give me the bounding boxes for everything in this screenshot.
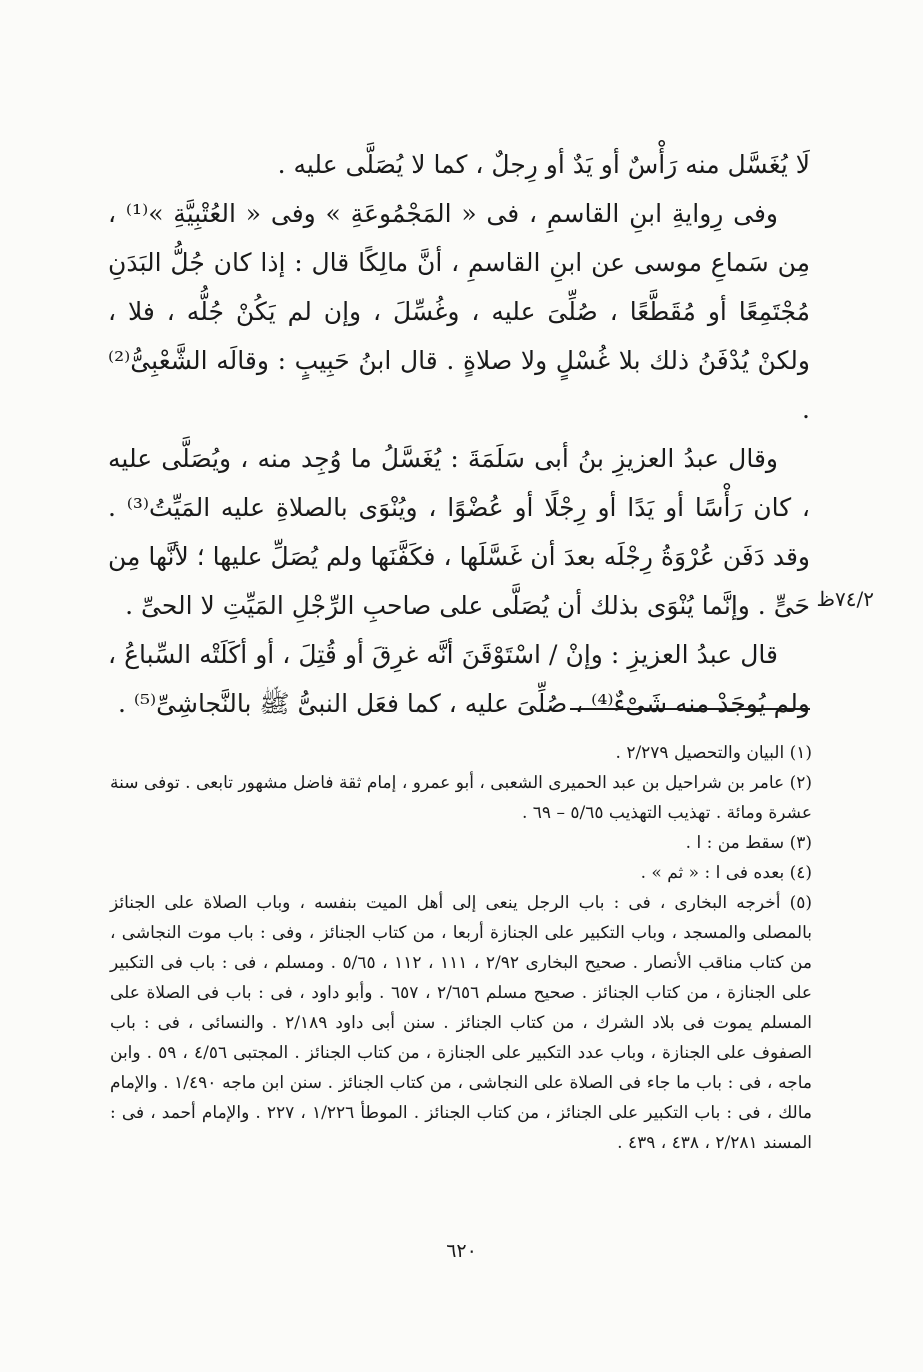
footnote-separator <box>570 708 810 710</box>
paragraph-1: لَا يُغَسَّل منه رَأْسٌ أو يَدٌ أو رِجلٌ ، كما لا يُصَلَّى عليه . <box>277 150 810 179</box>
footnote-1: (١) البيان والتحصيل ٢/٢٧٩ . <box>615 743 812 763</box>
paragraph-2: وفى رِوايةِ ابنِ القاسمِ ، فى « المَجْمُوعَةِ » وفى « العُتْبِيَّةِ »⁽¹⁾ ، مِن سَماعِ موسى عن ابنِ القاسمِ ، أنَّ مالِكًا قال : إذا كان جُلُّ البَدَنِ مُجْتَمِعًا أو مُقَطَّعًا ، صُلِّىَ عليه ، وغُسِّلَ ، وإن لم يَكُنْ جُلُّه ، فلا ، ولكنْ يُدْفَنُ ذلك بلا غُسْلٍ ولا صلاةٍ . قال ابنُ حَبِيبٍ : وقالَه الشَّعْبِىُّ⁽²⁾ . <box>108 199 810 424</box>
paragraph-3: وقال عبدُ العزيزِ بنُ أبى سَلَمَةَ : يُغَسَّلُ ما وُجِد منه ، ويُصَلَّى عليه ، كان رَأْسًا أو يَدًا أو رِجْلًا أو عُضْوًا ، ويُنْوَى بالصلاةِ عليه المَيِّتُ⁽³⁾ . وقد دَفَن عُرْوَةُ رِجْلَه بعدَ أن غَسَّلَها ، فكَفَّنَها ولم يُصَلِّ عليها ؛ لأنَّها مِن حَىٍّ . وإنَّما يُنْوَى بذلك أن يُصَلَّى على صاحبِ الرِّجْلِ المَيِّتِ لا الحىِّ . <box>108 444 810 620</box>
footnote-2: (٢) عامر بن شراحيل بن عبد الحميرى الشعبى ، أبو عمرو ، إمام ثقة فاضل مشهور تابعى . توفى سنة عشرة ومائة . تهذيب التهذيب ٥/٦٥ – ٦٩ . <box>110 773 812 823</box>
footnote-4: (٤) بعده فى ا : « ثم » . <box>640 863 812 883</box>
footnotes <box>110 738 812 1158</box>
main-text <box>108 140 810 728</box>
footnote-5: (٥) أخرجه البخارى ، فى : باب الرجل ينعى إلى أهل الميت بنفسه ، وباب الصلاة على الجنائز بالمصلى والمسجد ، وباب التكبير على الجنازة أربعا ، من كتاب الجنائز ، وفى : باب موت النجاشى ، من كتاب مناقب الأنصار . صحيح البخارى ٢/٩٢ ، ١١١ ، ١١٢ ، ٥/٦٥ . ومسلم ، فى : باب فى التكبير على الجنازة ، من كتاب الجنائز . صحيح مسلم ٢/٦٥٦ ، ٦٥٧ . وأبو داود ، فى : باب فى الصلاة على المسلم يموت فى بلاد الشرك ، من كتاب الجنائز . سنن أبى داود ٢/١٨٩ . والنسائى ، فى : باب الصفوف على الجنازة ، وباب عدد التكبير على الجنازة ، من كتاب الجنائز . المجتبى ٤/٥٦ ، ٥٩ . وابن ماجه ، فى : باب ما جاء فى الصلاة على النجاشى ، من كتاب الجنائز . سنن ابن ماجه ١/٤٩٠ . والإمام مالك ، فى : باب التكبير على الجنائز ، من كتاب الجنائز . الموطأ ١/٢٢٦ ، ٢٢٧ . والإمام أحمد ، فى : المسند ٢/٢٨١ ، ٤٣٨ ، ٤٣٩ . <box>110 893 813 1153</box>
footnote-3: (٣) سقط من : ا . <box>685 833 812 853</box>
page-number: ٦٢٠ <box>446 1240 477 1262</box>
margin-manuscript-note: ٧٤/٢ظ <box>816 587 874 611</box>
paragraph-4: قال عبدُ العزيزِ : وإنْ / اسْتَوْقَنَ أنَّه غرِقَ أو قُتِلَ ، أو أكَلَتْه السِّباعُ ، ولم يُوجَدْ منه شَىْءٌ⁽⁴⁾ ، صُلِّىَ عليه ، كما فعَل النبىُّ ﷺ بالنَّجاشِىِّ⁽⁵⁾ . <box>108 640 810 718</box>
